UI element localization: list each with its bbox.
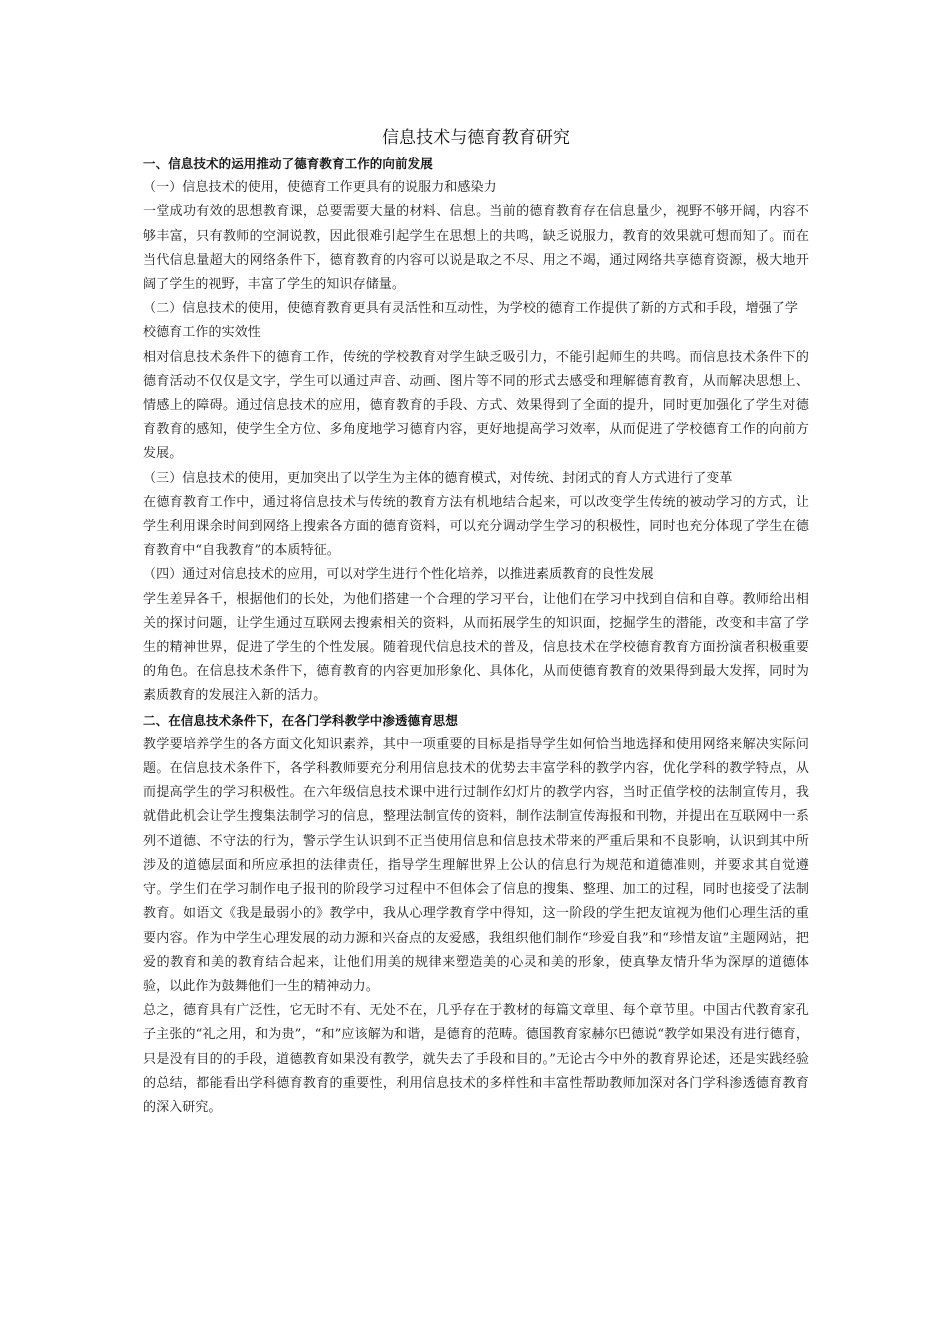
section-2-heading: 二、在信息技术条件下，在各门学科教学中渗透德育思想 [143, 712, 459, 728]
document-title: 信息技术与德育教育研究 [381, 128, 571, 148]
section-1-sub-2-paragraph: 相对信息技术条件下的德育工作，传统的学校教育对学生缺乏吸引力，不能引起师生的共鸣。而信息技术条件下的德育活动不仅仅是文字，学生可以通过声音、动画、图片等不同的形式去感受和理解德育教育，从而解决思想上、情感上的障碍。通过信息技术的应用，德育教育的手段、方式、效果得到了全面的提升，同时更加强化了学生对德育教育的感知，使学生全方位、多角度地学习德育内容，更好地提高学习效率，从而促进了学校德育工作的向前方发展。 [143, 349, 809, 462]
section-1-sub-3-heading: （三）信息技术的使用，更加突出了以学生为主体的德育模式，对传统、封闭式的育人方式进行了变革 [143, 470, 733, 486]
section-1-sub-1-paragraph: 一堂成功有效的思想教育课，总要需要大量的材料、信息。当前的德育教育存在信息量少，视野不够开阔，内容不够丰富，只有教师的空洞说教，因此很难引起学生在思想上的共鸣，缺乏说服力，教育的效果就可想而知了。而在当代信息量超大的网络条件下，德育教育的内容可以说是取之不尽、用之不竭，通过网络共享德育资源，极大地开阔了学生的视野，丰富了学生的知识存储量。 [143, 204, 809, 293]
section-1-sub-4-heading: （四）通过对信息技术的应用，可以对学生进行个性化培养，以推进素质教育的良性发展 [143, 567, 654, 583]
section-1-heading: 一、信息技术的运用推动了德育教育工作的向前发展 [143, 156, 433, 171]
section-1-sub-4-paragraph: 学生差异各千，根据他们的长处，为他们搭建一个合理的学习平台，让他们在学习中找到自信和自尊。教师给出相关的探讨问题，让学生通过互联网去搜索相关的资料，从而拓展学生的知识面，挖掘学生的潜能，改变和丰富了学生的精神世界，促进了学生的个性发展。随着现代信息技术的普及，信息技术在学校德育教育方面扮演者积极重要的角色。在信息技术条件下，德育教育的内容更加形象化、具体化，从而使德育教育的效果得到最大发挥，同时为素质教育的发展注入新的活力。 [143, 591, 809, 704]
section-2-paragraph-2: 总之，德育具有广泛性，它无时不有、无处不在，几乎存在于教材的每篇文章里、每个章节里。中国古代教育家孔子主张的“礼之用，和为贵”，“和”应该解为和谐，是德育的范畴。德国教育家赫尔巴德说“教学如果没有进行德育，只是没有目的的手段，道德教育如果没有教学，就失去了手段和目的。”无论古今中外的教育界论述，还是实践经验的总结，都能看出学科德育教育的重要性，利用信息技术的多样性和丰富性帮助教师加深对各门学科渗透德育教育的深入研究。 [143, 1003, 809, 1115]
section-1-sub-1-heading: （一）信息技术的使用，使德育工作更具有的说服力和感染力 [143, 180, 497, 196]
section-1-sub-2-heading: （二）信息技术的使用，使德育教育更具有灵活性和互动性，为学校的德育工作提供了新的方式和手段，增强了学校德育工作的实效性 [143, 301, 799, 341]
document-page [143, 124, 809, 1120]
section-1-sub-3-paragraph: 在德育教育工作中，通过将信息技术与传统的教育方法有机地结合起来，可以改变学生传统的被动学习的方式，让学生利用课余时间到网络上搜索各方面的德育资料，可以充分调动学生学习的积极性，同时也充分体现了学生在德育教育中“自我教育”的本质特征。 [143, 494, 809, 559]
section-2-paragraph-1: 教学要培养学生的各方面文化知识素养，其中一项重要的目标是指导学生如何恰当地选择和使用网络来解决实际问题。在信息技术条件下，各学科教师要充分利用信息技术的优势去丰富学科的教学内容，优化学科的教学特点，从而提高学生的学习积极性。在六年级信息技术课中进行过制作幻灯片的教学内容，当时正值学校的法制宣传月，我就借此机会让学生搜集法制学习的信息，整理法制宣传的资料，制作法制宣传海报和刊物，并提出在互联网中一系列不道德、不守法的行为，警示学生认识到不正当使用信息和信息技术带来的严重后果和不良影响，认识到其中所涉及的道德层面和所应承担的法律责任，指导学生理解世界上公认的信息行为规范和道德准则，并要求其自觉遵守。学生们在学习制作电子报刊的阶段学习过程中不但体会了信息的搜集、整理、加工的过程，同时也接受了法制教育。如语文《我是最弱小的》教学中，我从心理学教育学中得知，这一阶段的学生把友谊视为他们心理生活的重要内容。作为中学生心理发展的动力源和兴奋点的友爱感，我组织他们制作“珍爱自我”和“珍惜友谊”主题网站，把爱的教育和美的教育结合起来，让他们用美的规律来塑造美的心灵和美的形象，使真挚友情升华为深厚的道德体验，以此作为鼓舞他们一生的精神动力。 [143, 736, 809, 994]
